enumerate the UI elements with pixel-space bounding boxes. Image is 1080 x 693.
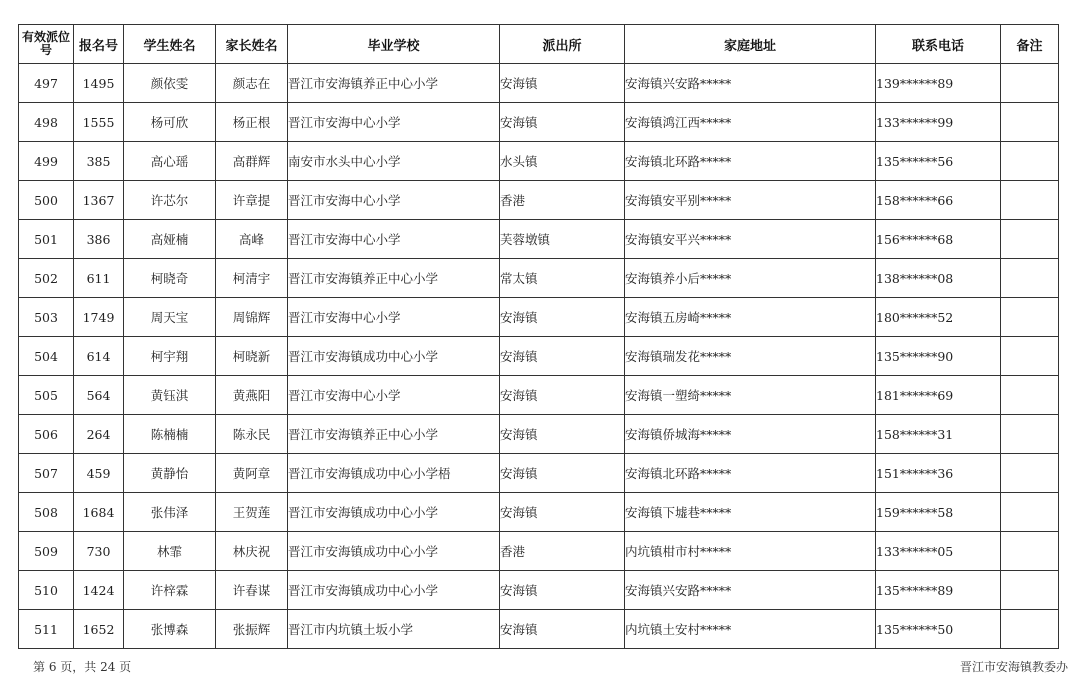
cell-phone: 135******56 — [876, 142, 1001, 181]
cell-reg-no: 1652 — [74, 610, 124, 649]
cell-seat-no: 510 — [19, 571, 74, 610]
cell-address: 安海镇兴安路***** — [625, 64, 876, 103]
cell-address: 安海镇北环路***** — [625, 142, 876, 181]
cell-phone: 133******99 — [876, 103, 1001, 142]
table-row — [19, 571, 1059, 610]
cell-seat-no: 497 — [19, 64, 74, 103]
header-parent-name: 家长姓名 — [216, 25, 288, 64]
cell-student-name: 陈楠楠 — [124, 415, 216, 454]
cell-phone: 138******08 — [876, 259, 1001, 298]
header-reg-no: 报名号 — [74, 25, 124, 64]
cell-police-station: 安海镇 — [500, 493, 625, 532]
cell-student-name: 周天宝 — [124, 298, 216, 337]
table-row — [19, 220, 1059, 259]
cell-address: 安海镇安平兴***** — [625, 220, 876, 259]
cell-school: 晋江市安海中心小学 — [288, 181, 500, 220]
cell-note — [1001, 376, 1059, 415]
cell-police-station: 安海镇 — [500, 571, 625, 610]
table-row — [19, 493, 1059, 532]
cell-phone: 180******52 — [876, 298, 1001, 337]
table-row — [19, 298, 1059, 337]
cell-reg-no: 611 — [74, 259, 124, 298]
cell-address: 安海镇北环路***** — [625, 454, 876, 493]
cell-seat-no: 499 — [19, 142, 74, 181]
header-police-station: 派出所 — [500, 25, 625, 64]
cell-note — [1001, 64, 1059, 103]
cell-note — [1001, 142, 1059, 181]
page-number: 第 6 页，共 24 页 — [33, 660, 132, 674]
cell-note — [1001, 181, 1059, 220]
cell-address: 安海镇一塑绮***** — [625, 376, 876, 415]
cell-note — [1001, 103, 1059, 142]
cell-parent-name: 许春谋 — [216, 571, 288, 610]
cell-note — [1001, 259, 1059, 298]
cell-address: 安海镇五房崎***** — [625, 298, 876, 337]
cell-police-station: 安海镇 — [500, 454, 625, 493]
cell-police-station: 安海镇 — [500, 64, 625, 103]
cell-address: 安海镇鸿江西***** — [625, 103, 876, 142]
cell-note — [1001, 454, 1059, 493]
cell-seat-no: 498 — [19, 103, 74, 142]
header-address: 家庭地址 — [625, 25, 876, 64]
cell-parent-name: 高峰 — [216, 220, 288, 259]
cell-note — [1001, 493, 1059, 532]
cell-police-station: 水头镇 — [500, 142, 625, 181]
table-row — [19, 142, 1059, 181]
table-row — [19, 376, 1059, 415]
cell-phone: 181******69 — [876, 376, 1001, 415]
cell-student-name: 许芯尔 — [124, 181, 216, 220]
cell-address: 安海镇瑞发花***** — [625, 337, 876, 376]
cell-seat-no: 504 — [19, 337, 74, 376]
table-row — [19, 415, 1059, 454]
header-seat-no: 有效派位号 — [19, 25, 74, 64]
table-row — [19, 64, 1059, 103]
cell-police-station: 安海镇 — [500, 376, 625, 415]
header-school: 毕业学校 — [288, 25, 500, 64]
cell-student-name: 林霏 — [124, 532, 216, 571]
cell-school: 晋江市安海中心小学 — [288, 220, 500, 259]
cell-phone: 158******66 — [876, 181, 1001, 220]
cell-reg-no: 1555 — [74, 103, 124, 142]
cell-police-station: 安海镇 — [500, 298, 625, 337]
cell-seat-no: 505 — [19, 376, 74, 415]
cell-phone: 135******89 — [876, 571, 1001, 610]
header-phone: 联系电话 — [876, 25, 1001, 64]
cell-police-station: 芙蓉墩镇 — [500, 220, 625, 259]
cell-school: 晋江市安海中心小学 — [288, 103, 500, 142]
cell-parent-name: 杨正根 — [216, 103, 288, 142]
cell-school: 晋江市内坑镇土坂小学 — [288, 610, 500, 649]
cell-note — [1001, 571, 1059, 610]
cell-address: 安海镇养小后***** — [625, 259, 876, 298]
cell-school: 晋江市安海镇养正中心小学 — [288, 64, 500, 103]
cell-student-name: 黄钰淇 — [124, 376, 216, 415]
cell-school: 晋江市安海镇成功中心小学 — [288, 337, 500, 376]
cell-reg-no: 1495 — [74, 64, 124, 103]
cell-student-name: 柯晓奇 — [124, 259, 216, 298]
cell-phone: 151******36 — [876, 454, 1001, 493]
cell-school: 晋江市安海镇养正中心小学 — [288, 415, 500, 454]
cell-student-name: 许梓霖 — [124, 571, 216, 610]
table-row — [19, 610, 1059, 649]
table-row — [19, 259, 1059, 298]
cell-student-name: 张伟泽 — [124, 493, 216, 532]
cell-student-name: 柯宇翔 — [124, 337, 216, 376]
cell-reg-no: 1749 — [74, 298, 124, 337]
cell-police-station: 安海镇 — [500, 415, 625, 454]
cell-seat-no: 506 — [19, 415, 74, 454]
cell-seat-no: 507 — [19, 454, 74, 493]
cell-school: 晋江市安海镇成功中心小学 — [288, 571, 500, 610]
header-student-name: 学生姓名 — [124, 25, 216, 64]
cell-address: 安海镇安平别***** — [625, 181, 876, 220]
cell-reg-no: 614 — [74, 337, 124, 376]
cell-seat-no: 508 — [19, 493, 74, 532]
cell-school: 晋江市安海中心小学 — [288, 376, 500, 415]
roster-table — [18, 24, 1059, 649]
table-row — [19, 337, 1059, 376]
cell-reg-no: 730 — [74, 532, 124, 571]
cell-seat-no: 502 — [19, 259, 74, 298]
cell-address: 安海镇下墟巷***** — [625, 493, 876, 532]
table-body — [19, 64, 1059, 649]
cell-address: 安海镇兴安路***** — [625, 571, 876, 610]
cell-school: 晋江市安海镇成功中心小学梧 — [288, 454, 500, 493]
cell-phone: 135******50 — [876, 610, 1001, 649]
cell-note — [1001, 337, 1059, 376]
cell-seat-no: 500 — [19, 181, 74, 220]
cell-police-station: 香港 — [500, 181, 625, 220]
cell-address: 内坑镇土安村***** — [625, 610, 876, 649]
cell-reg-no: 1424 — [74, 571, 124, 610]
cell-parent-name: 林庆祝 — [216, 532, 288, 571]
cell-parent-name: 周锦辉 — [216, 298, 288, 337]
cell-student-name: 杨可欣 — [124, 103, 216, 142]
cell-school: 晋江市安海镇成功中心小学 — [288, 493, 500, 532]
cell-school: 南安市水头中心小学 — [288, 142, 500, 181]
cell-parent-name: 王贺莲 — [216, 493, 288, 532]
cell-phone: 156******68 — [876, 220, 1001, 259]
cell-school: 晋江市安海中心小学 — [288, 298, 500, 337]
cell-police-station: 安海镇 — [500, 103, 625, 142]
cell-reg-no: 459 — [74, 454, 124, 493]
cell-parent-name: 陈永民 — [216, 415, 288, 454]
cell-parent-name: 高群辉 — [216, 142, 288, 181]
cell-phone: 135******90 — [876, 337, 1001, 376]
cell-parent-name: 张振辉 — [216, 610, 288, 649]
cell-phone: 133******05 — [876, 532, 1001, 571]
cell-parent-name: 柯清宇 — [216, 259, 288, 298]
cell-parent-name: 许章提 — [216, 181, 288, 220]
table-header-row — [19, 25, 1059, 64]
cell-seat-no: 501 — [19, 220, 74, 259]
cell-seat-no: 511 — [19, 610, 74, 649]
table-row — [19, 103, 1059, 142]
cell-student-name: 张博森 — [124, 610, 216, 649]
cell-note — [1001, 610, 1059, 649]
cell-phone: 158******31 — [876, 415, 1001, 454]
issuing-office: 晋江市安海镇教委办 — [959, 660, 1068, 674]
cell-student-name: 颜依雯 — [124, 64, 216, 103]
cell-student-name: 黄静怡 — [124, 454, 216, 493]
cell-student-name: 高心瑶 — [124, 142, 216, 181]
cell-reg-no: 1367 — [74, 181, 124, 220]
cell-seat-no: 503 — [19, 298, 74, 337]
cell-note — [1001, 298, 1059, 337]
cell-student-name: 高娅楠 — [124, 220, 216, 259]
cell-parent-name: 柯晓新 — [216, 337, 288, 376]
cell-police-station: 安海镇 — [500, 337, 625, 376]
table-row — [19, 532, 1059, 571]
cell-police-station: 安海镇 — [500, 610, 625, 649]
table-row — [19, 181, 1059, 220]
cell-parent-name: 黄燕阳 — [216, 376, 288, 415]
cell-school: 晋江市安海镇成功中心小学 — [288, 532, 500, 571]
cell-reg-no: 386 — [74, 220, 124, 259]
cell-parent-name: 黄阿章 — [216, 454, 288, 493]
cell-parent-name: 颜志在 — [216, 64, 288, 103]
header-note: 备注 — [1001, 25, 1059, 64]
cell-phone: 139******89 — [876, 64, 1001, 103]
cell-note — [1001, 220, 1059, 259]
cell-note — [1001, 532, 1059, 571]
cell-note — [1001, 415, 1059, 454]
cell-reg-no: 385 — [74, 142, 124, 181]
cell-seat-no: 509 — [19, 532, 74, 571]
cell-reg-no: 564 — [74, 376, 124, 415]
cell-reg-no: 264 — [74, 415, 124, 454]
cell-reg-no: 1684 — [74, 493, 124, 532]
table-row — [19, 454, 1059, 493]
cell-police-station: 常太镇 — [500, 259, 625, 298]
cell-address: 安海镇侨城海***** — [625, 415, 876, 454]
cell-phone: 159******58 — [876, 493, 1001, 532]
cell-police-station: 香港 — [500, 532, 625, 571]
cell-address: 内坑镇柑市村***** — [625, 532, 876, 571]
cell-school: 晋江市安海镇养正中心小学 — [288, 259, 500, 298]
